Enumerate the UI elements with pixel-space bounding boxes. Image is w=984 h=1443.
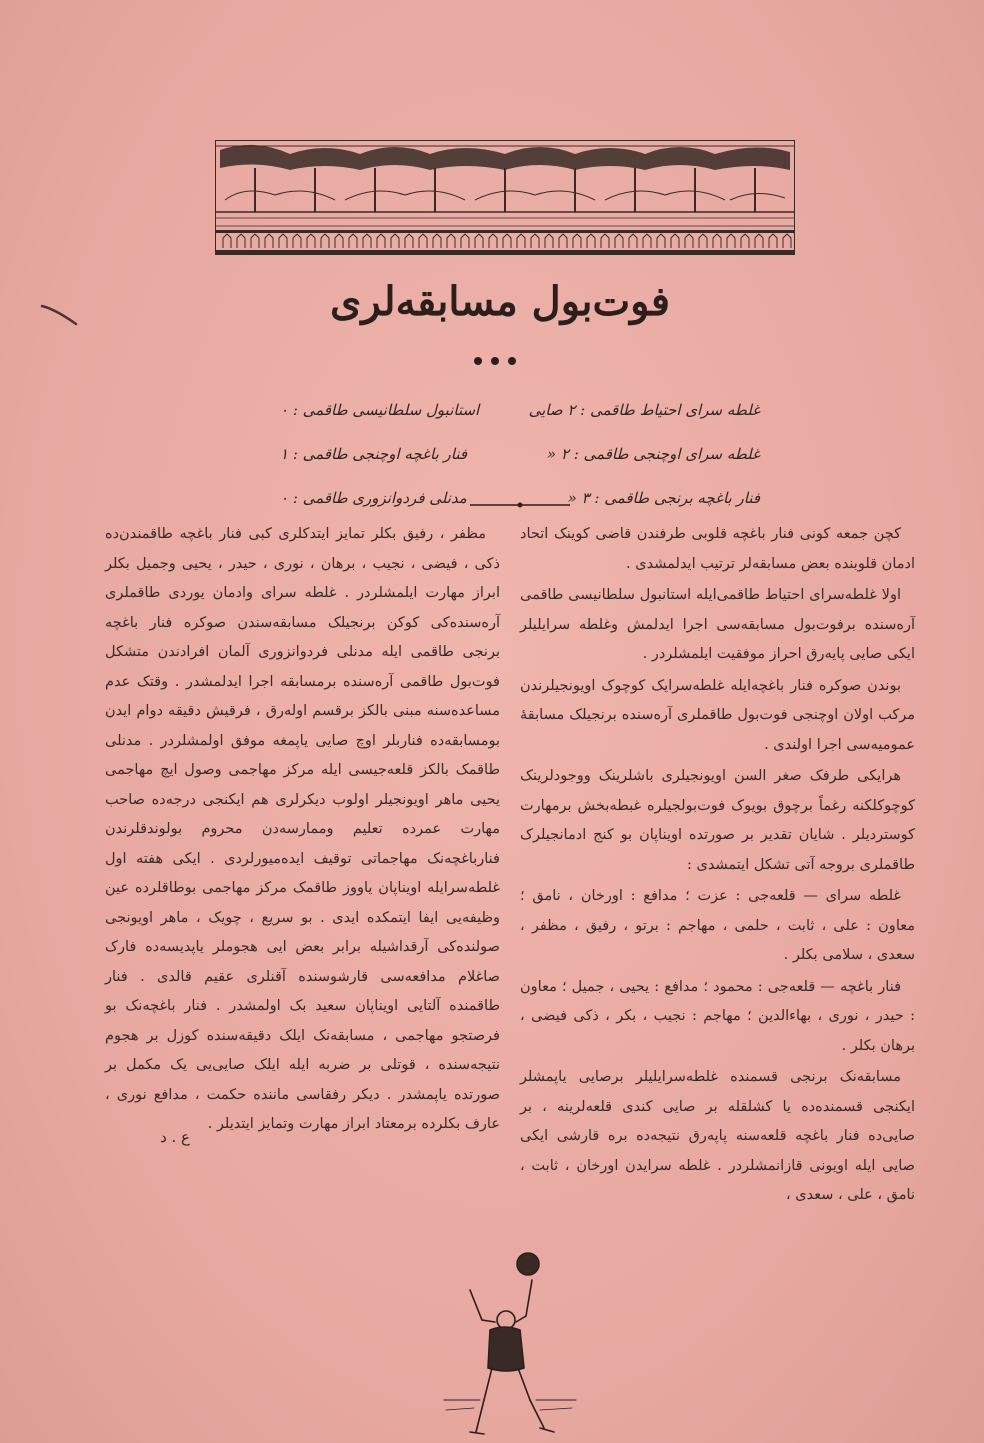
result-row <box>280 388 760 432</box>
article-column-left <box>105 520 500 1142</box>
result-away: فنار باغچه اوچنجی طاقمی : ۱ <box>280 445 468 463</box>
result-home: غلطه سرای اوچنجی طاقمی : ۲ « <box>546 445 760 463</box>
paragraph: فنار باغچه — قلعه‌جی : محمود ؛ مدافع : یحیی ، جمیل ؛ معاون : حیدر ، نوری ، بهاءالدین ؛ مهاجم : نجیب ، بکر ، ذکی فیضی ، برهان بکلر . <box>520 978 915 1054</box>
article-column-right <box>520 520 915 1213</box>
result-row <box>280 432 760 476</box>
result-home: غلطه سرای احتیاط طاقمی : ۲ صایی <box>528 401 760 419</box>
paragraph: هرایکی طرفک صغر السن اویونجیلری باشلرینک ووجودلرینک کوچوکلکنه رغماً برچوق بویوک فوت‌بولجیلره غبطه‌بخش برمهارت کوستردیلر . شایان تقدیر بر صورتده اویناپان بو کنج ادمانجیلرک طاقملری بروجه آتی تشکل ایتمشدی : <box>520 768 915 873</box>
paragraph: غلطه سرای — قلعه‌جی : عزت ؛ مدافع : اورخان ، نامق ؛ معاون : علی ، ثابت ، حلمی ، مهاجم : برتو ، رفیق ، مظفر ، سعدی ، سلامی بکلر . <box>520 888 915 963</box>
page-title: فوت‌بول مسابقه‌لری <box>330 278 670 325</box>
paragraph: مظفر ، رفیق بکلر تمایز ایتدکلری کبی فنار باغچه طاقمندن‌ده ذکی ، فیضی ، نجیب ، برهان ، نوری ، حیدر ، یحیی وجمیل بکلر ابراز مهارت ایلمشلردر . غلطه سرای وادمان یوردی طاقملری آره‌سنده‌کی کوکن برنجیلک مسابقه‌سندن صوکره فنار باغچه برنجی طاقمی ایله مدنلی فردوانزوری آلمان افرادندن متشکل فوت‌بول طاقمی آره‌سنده برمسابقه اجرا ایدلمشدر . وقتک عدم مساعده‌سنه مبنی بالکز برقسم اوله‌رق ، فرقیش دقیقه دوام ایدن بومسابقه‌ده فناربلر اوچ صایی یاپمغه موفق اولمشلردر . مدنلی طاقمک بالکز قلعه‌جیسی ایله مرکز مهاجمی وصول ایچ مهاجمی یحیی ماهر اویونجیلر اولوب دیکرلری هم ایکنجی درجه‌ده صاحب مهارت عمرده تعلیم وممارسه‌دن محروم بولوندقلرندن فنارباغچه‌نک مهاجماتی توقیف ایده‌میورلردی . ایکی هفته اول غلطه‌سرایله اویناپان یاووز طاقمک مرکز مهاجمی بوطاقلرده عین وظیفه‌یی ایفا ایتمکده ایدی . بو سریع ، چویک ، ماهر اویونجی صولنده‌کی آرقداشیله برابر بعض ایی هجوملر یاپدیسه‌ده فارک صاغلام مدافعه‌سی قارشوسنده آقنلری عقیم قالدی . فنار طاقمنده آلتایی اویناپان سعید بک اولمشدر . فنار باغچه‌نک بو فرصتجو مهاجمی ، مسابقه‌نک ایلک دقیقه‌سنده کوزل بر هجوم نتیجه‌سنده ، قوتلی بر ضربه ایله ایلک صایی‌یی یک مکمل بر صورتده یاپمشدر . دیکر رفقاسی مانند‌ه حکمت ، مدافع نوری ، عارف بکلرده برمعتاد ابراز مهارت وتمایز ایتدیلر . <box>105 526 500 1132</box>
result-away: استانبول سلطانیسی طاقمی : ۰ <box>280 401 480 419</box>
author-signature: ع . د <box>160 1128 190 1146</box>
paragraph: اولا غلطه‌سرای احتیاط طاقمی‌ایله استانبول سلطانیسی طاقمی آره‌سنده برفوت‌بول مسابقه‌سی اجرا ایدلمش وغلطه سرایلیلر ایکی صایی پایه‌رق احراز موفقیت ایلمشلردر . <box>520 587 915 662</box>
title-dots-ornament <box>470 355 520 367</box>
ink-mark <box>40 300 80 330</box>
result-row <box>280 476 760 520</box>
paragraph: بوندن صوکره فنار باغچه‌ایله غلطه‌سرایک کوچوک اویونجیلرندن مرکب اولان اوچنجی فوت‌بول طاقملری آره‌سنده برنجیلک مسابقه‌ٔ عمومیه‌سی اجرا اولندی . <box>520 677 915 753</box>
result-away: مدنلی فردوانزوری طاقمی : ۰ <box>280 489 467 507</box>
tree-row-banner <box>215 140 795 255</box>
match-results <box>280 388 760 520</box>
section-divider <box>470 502 570 508</box>
paragraph: کچن جمعه کونی فنار باغچه قلوبی طرفندن قاضی کوینک اتحاد ادمان قلوبنده بعض مسابقه‌لر ترتیب ایدلمشدی . <box>520 526 915 572</box>
result-home: فنار باغچه برنجی طاقمی : ۳ « <box>567 489 760 507</box>
goalkeeper-illustration <box>440 1250 580 1440</box>
paragraph: مسابقه‌نک برنجی قسمنده غلطه‌سرایلیلر برصایی یاپمشلر ایکنجی قسمنده‌ده یا کشلقله بر صایی کندی قلعه‌لرینه ، بر صایی‌ده فنار باغچه قلعه‌سنه پاپه‌رق نتیجه‌ده بره قارشی ایکی صایی ایله اویونی قازانمشلردر . غلطه سرایدن اورخان ، ثابت ، نامق ، علی ، سعدی ، <box>520 1069 915 1203</box>
